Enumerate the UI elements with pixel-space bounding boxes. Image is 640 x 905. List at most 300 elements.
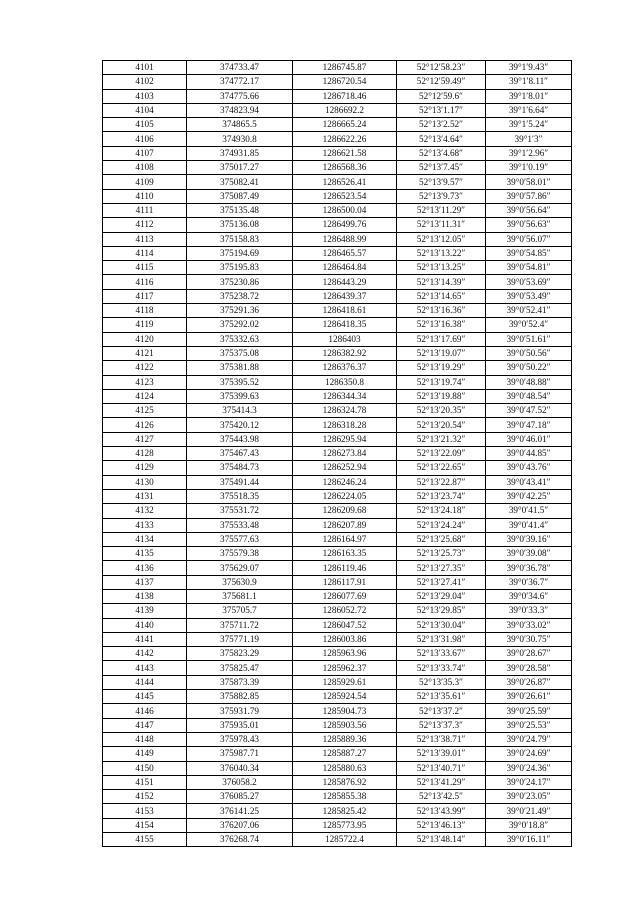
latitude-cell: 52°13′20.54″ (397, 418, 486, 432)
point-number-cell: 4140 (103, 618, 187, 632)
table-row (103, 661, 572, 675)
y-coordinate-cell: 1286295.94 (293, 432, 397, 446)
table-row (103, 547, 572, 561)
y-coordinate-cell: 1286163.35 (293, 547, 397, 561)
y-coordinate-cell: 1286324.78 (293, 404, 397, 418)
table-row (103, 318, 572, 332)
table-row (103, 818, 572, 832)
y-coordinate-cell: 1286665.24 (293, 118, 397, 132)
y-coordinate-cell: 1286003.86 (293, 632, 397, 646)
point-number-cell: 4113 (103, 232, 187, 246)
y-coordinate-cell: 1286418.61 (293, 304, 397, 318)
y-coordinate-cell: 1286464.84 (293, 261, 397, 275)
latitude-cell: 52°13′30.04″ (397, 618, 486, 632)
table-row (103, 346, 572, 360)
latitude-cell: 52°13′25.73″ (397, 547, 486, 561)
x-coordinate-cell: 375931.79 (187, 704, 293, 718)
y-coordinate-cell: 1285825.42 (293, 804, 397, 818)
x-coordinate-cell: 375291.36 (187, 304, 293, 318)
point-number-cell: 4137 (103, 575, 187, 589)
latitude-cell: 52°13′27.41″ (397, 575, 486, 589)
latitude-cell: 52°13′27.35″ (397, 561, 486, 575)
x-coordinate-cell: 375395.52 (187, 375, 293, 389)
x-coordinate-cell: 376268.74 (187, 833, 293, 847)
point-number-cell: 4128 (103, 447, 187, 461)
table-row (103, 804, 572, 818)
latitude-cell: 52°13′21.32″ (397, 432, 486, 446)
table-row (103, 389, 572, 403)
point-number-cell: 4120 (103, 332, 187, 346)
y-coordinate-cell: 1286403 (293, 332, 397, 346)
latitude-cell: 52°13′41.29″ (397, 775, 486, 789)
longitude-cell: 39°0′48.88″ (486, 375, 572, 389)
latitude-cell: 52°13′22.87″ (397, 475, 486, 489)
point-number-cell: 4142 (103, 647, 187, 661)
table-row (103, 675, 572, 689)
longitude-cell: 39°0′54.81″ (486, 261, 572, 275)
latitude-cell: 52°13′4.68″ (397, 146, 486, 160)
table-row (103, 418, 572, 432)
latitude-cell: 52°13′33.67″ (397, 647, 486, 661)
x-coordinate-cell: 375332.63 (187, 332, 293, 346)
table-row (103, 375, 572, 389)
latitude-cell: 52°13′4.64″ (397, 132, 486, 146)
y-coordinate-cell: 1286207.89 (293, 518, 397, 532)
table-row (103, 118, 572, 132)
latitude-cell: 52°13′9.73″ (397, 189, 486, 203)
x-coordinate-cell: 375414.3 (187, 404, 293, 418)
longitude-cell: 39°0′23.05″ (486, 790, 572, 804)
point-number-cell: 4146 (103, 704, 187, 718)
x-coordinate-cell: 375825.47 (187, 661, 293, 675)
table-row (103, 489, 572, 503)
y-coordinate-cell: 1285962.37 (293, 661, 397, 675)
latitude-cell: 52°13′35.61″ (397, 690, 486, 704)
y-coordinate-cell: 1286439.37 (293, 289, 397, 303)
x-coordinate-cell: 375823.29 (187, 647, 293, 661)
x-coordinate-cell: 376085.27 (187, 790, 293, 804)
y-coordinate-cell: 1286621.58 (293, 146, 397, 160)
y-coordinate-cell: 1286318.28 (293, 418, 397, 432)
x-coordinate-cell: 375630.9 (187, 575, 293, 589)
latitude-cell: 52°13′23.74″ (397, 489, 486, 503)
table-row (103, 275, 572, 289)
table-row (103, 775, 572, 789)
y-coordinate-cell: 1285722.4 (293, 833, 397, 847)
point-number-cell: 4130 (103, 475, 187, 489)
x-coordinate-cell: 376141.25 (187, 804, 293, 818)
latitude-cell: 52°13′16.36″ (397, 304, 486, 318)
y-coordinate-cell: 1286350.8 (293, 375, 397, 389)
y-coordinate-cell: 1285880.63 (293, 761, 397, 775)
y-coordinate-cell: 1285904.73 (293, 704, 397, 718)
longitude-cell: 39°0′24.69″ (486, 747, 572, 761)
x-coordinate-cell: 375705.7 (187, 604, 293, 618)
longitude-cell: 39°0′53.69″ (486, 275, 572, 289)
y-coordinate-cell: 1285876.92 (293, 775, 397, 789)
table-row (103, 632, 572, 646)
table-row (103, 833, 572, 847)
y-coordinate-cell: 1286443.29 (293, 275, 397, 289)
point-number-cell: 4115 (103, 261, 187, 275)
x-coordinate-cell: 376040.34 (187, 761, 293, 775)
table-row (103, 447, 572, 461)
longitude-cell: 39°0′47.52″ (486, 404, 572, 418)
latitude-cell: 52°13′25.68″ (397, 532, 486, 546)
point-number-cell: 4154 (103, 818, 187, 832)
point-number-cell: 4138 (103, 589, 187, 603)
latitude-cell: 52°13′19.74″ (397, 375, 486, 389)
x-coordinate-cell: 374772.17 (187, 75, 293, 89)
point-number-cell: 4151 (103, 775, 187, 789)
longitude-cell: 39°0′56.64″ (486, 203, 572, 217)
point-number-cell: 4108 (103, 161, 187, 175)
table-row (103, 261, 572, 275)
point-number-cell: 4145 (103, 690, 187, 704)
table-row (103, 203, 572, 217)
x-coordinate-cell: 374931.85 (187, 146, 293, 160)
latitude-cell: 52°13′24.18″ (397, 504, 486, 518)
table-row (103, 304, 572, 318)
longitude-cell: 39°0′52.41″ (486, 304, 572, 318)
point-number-cell: 4132 (103, 504, 187, 518)
y-coordinate-cell: 1286418.35 (293, 318, 397, 332)
longitude-cell: 39°0′34.6″ (486, 589, 572, 603)
x-coordinate-cell: 376207.06 (187, 818, 293, 832)
x-coordinate-cell: 375017.27 (187, 161, 293, 175)
latitude-cell: 52°13′37.2″ (397, 704, 486, 718)
longitude-cell: 39°0′30.75″ (486, 632, 572, 646)
y-coordinate-cell: 1285855.38 (293, 790, 397, 804)
point-number-cell: 4102 (103, 75, 187, 89)
longitude-cell: 39°0′25.53″ (486, 718, 572, 732)
x-coordinate-cell: 374823.94 (187, 103, 293, 117)
y-coordinate-cell: 1286465.57 (293, 246, 397, 260)
point-number-cell: 4155 (103, 833, 187, 847)
latitude-cell: 52°13′35.3″ (397, 675, 486, 689)
longitude-cell: 39°1′9.43″ (486, 61, 572, 75)
y-coordinate-cell: 1286745.87 (293, 61, 397, 75)
x-coordinate-cell: 375375.08 (187, 346, 293, 360)
longitude-cell: 39°1′8.01″ (486, 89, 572, 103)
table-row (103, 475, 572, 489)
longitude-cell: 39°0′47.18″ (486, 418, 572, 432)
table-row (103, 718, 572, 732)
latitude-cell: 52°13′14.65″ (397, 289, 486, 303)
point-number-cell: 4147 (103, 718, 187, 732)
y-coordinate-cell: 1286568.36 (293, 161, 397, 175)
point-number-cell: 4111 (103, 203, 187, 217)
point-number-cell: 4103 (103, 89, 187, 103)
x-coordinate-cell: 375711.72 (187, 618, 293, 632)
table-row (103, 589, 572, 603)
x-coordinate-cell: 375420.12 (187, 418, 293, 432)
x-coordinate-cell: 375531.72 (187, 504, 293, 518)
table-row (103, 175, 572, 189)
table-row (103, 132, 572, 146)
table-row (103, 232, 572, 246)
x-coordinate-cell: 375230.86 (187, 275, 293, 289)
latitude-cell: 52°13′9.57″ (397, 175, 486, 189)
latitude-cell: 52°13′17.69″ (397, 332, 486, 346)
x-coordinate-cell: 375681.1 (187, 589, 293, 603)
y-coordinate-cell: 1285773.95 (293, 818, 397, 832)
y-coordinate-cell: 1286273.84 (293, 447, 397, 461)
x-coordinate-cell: 375579.38 (187, 547, 293, 561)
point-number-cell: 4119 (103, 318, 187, 332)
longitude-cell: 39°1′0.19″ (486, 161, 572, 175)
coordinates-table (102, 60, 572, 847)
point-number-cell: 4122 (103, 361, 187, 375)
latitude-cell: 52°13′39.01″ (397, 747, 486, 761)
latitude-cell: 52°13′42.5″ (397, 790, 486, 804)
latitude-cell: 52°12′58.23″ (397, 61, 486, 75)
latitude-cell: 52°13′19.07″ (397, 346, 486, 360)
longitude-cell: 39°0′36.7″ (486, 575, 572, 589)
point-number-cell: 4104 (103, 103, 187, 117)
x-coordinate-cell: 375399.63 (187, 389, 293, 403)
longitude-cell: 39°1′6.64″ (486, 103, 572, 117)
x-coordinate-cell: 374865.5 (187, 118, 293, 132)
latitude-cell: 52°13′11.29″ (397, 203, 486, 217)
longitude-cell: 39°0′33.3″ (486, 604, 572, 618)
latitude-cell: 52°13′13.22″ (397, 246, 486, 260)
table-row (103, 103, 572, 117)
x-coordinate-cell: 375136.08 (187, 218, 293, 232)
latitude-cell: 52°13′11.31″ (397, 218, 486, 232)
longitude-cell: 39°0′28.58″ (486, 661, 572, 675)
point-number-cell: 4144 (103, 675, 187, 689)
y-coordinate-cell: 1286117.91 (293, 575, 397, 589)
x-coordinate-cell: 375629.07 (187, 561, 293, 575)
y-coordinate-cell: 1286252.94 (293, 461, 397, 475)
table-row (103, 146, 572, 160)
latitude-cell: 52°13′37.3″ (397, 718, 486, 732)
table-row (103, 189, 572, 203)
point-number-cell: 4131 (103, 489, 187, 503)
longitude-cell: 39°0′44.85″ (486, 447, 572, 461)
y-coordinate-cell: 1286224.05 (293, 489, 397, 503)
latitude-cell: 52°13′48.14″ (397, 833, 486, 847)
latitude-cell: 52°13′16.38″ (397, 318, 486, 332)
latitude-cell: 52°13′43.99″ (397, 804, 486, 818)
latitude-cell: 52°13′7.45″ (397, 161, 486, 175)
y-coordinate-cell: 1286499.76 (293, 218, 397, 232)
longitude-cell: 39°0′39.16″ (486, 532, 572, 546)
longitude-cell: 39°0′33.02″ (486, 618, 572, 632)
x-coordinate-cell: 375577.63 (187, 532, 293, 546)
longitude-cell: 39°0′25.59″ (486, 704, 572, 718)
y-coordinate-cell: 1285963.96 (293, 647, 397, 661)
table-row (103, 246, 572, 260)
table-row (103, 518, 572, 532)
point-number-cell: 4143 (103, 661, 187, 675)
latitude-cell: 52°13′40.71″ (397, 761, 486, 775)
point-number-cell: 4117 (103, 289, 187, 303)
x-coordinate-cell: 375484.73 (187, 461, 293, 475)
longitude-cell: 39°0′56.07″ (486, 232, 572, 246)
table-row (103, 218, 572, 232)
y-coordinate-cell: 1286720.54 (293, 75, 397, 89)
latitude-cell: 52°13′2.52″ (397, 118, 486, 132)
latitude-cell: 52°13′20.35″ (397, 404, 486, 418)
longitude-cell: 39°0′16.11″ (486, 833, 572, 847)
x-coordinate-cell: 375082.41 (187, 175, 293, 189)
y-coordinate-cell: 1286718.46 (293, 89, 397, 103)
latitude-cell: 52°12′59.6″ (397, 89, 486, 103)
longitude-cell: 39°0′24.79″ (486, 732, 572, 746)
point-number-cell: 4118 (103, 304, 187, 318)
latitude-cell: 52°13′29.85″ (397, 604, 486, 618)
point-number-cell: 4129 (103, 461, 187, 475)
table-row (103, 61, 572, 75)
x-coordinate-cell: 375087.49 (187, 189, 293, 203)
point-number-cell: 4107 (103, 146, 187, 160)
x-coordinate-cell: 375935.01 (187, 718, 293, 732)
point-number-cell: 4135 (103, 547, 187, 561)
longitude-cell: 39°0′46.01″ (486, 432, 572, 446)
x-coordinate-cell: 375158.83 (187, 232, 293, 246)
latitude-cell: 52°13′1.17″ (397, 103, 486, 117)
y-coordinate-cell: 1286692.2 (293, 103, 397, 117)
latitude-cell: 52°13′29.04″ (397, 589, 486, 603)
longitude-cell: 39°0′26.87″ (486, 675, 572, 689)
longitude-cell: 39°0′41.5″ (486, 504, 572, 518)
y-coordinate-cell: 1286382.92 (293, 346, 397, 360)
x-coordinate-cell: 375292.02 (187, 318, 293, 332)
point-number-cell: 4127 (103, 432, 187, 446)
y-coordinate-cell: 1285929.61 (293, 675, 397, 689)
y-coordinate-cell: 1286047.52 (293, 618, 397, 632)
table-row (103, 161, 572, 175)
longitude-cell: 39°0′28.67″ (486, 647, 572, 661)
table-row (103, 790, 572, 804)
point-number-cell: 4105 (103, 118, 187, 132)
latitude-cell: 52°13′38.71″ (397, 732, 486, 746)
longitude-cell: 39°1′2.96″ (486, 146, 572, 160)
x-coordinate-cell: 374775.66 (187, 89, 293, 103)
point-number-cell: 4121 (103, 346, 187, 360)
table-row (103, 747, 572, 761)
point-number-cell: 4149 (103, 747, 187, 761)
point-number-cell: 4152 (103, 790, 187, 804)
longitude-cell: 39°0′54.85″ (486, 246, 572, 260)
table-row (103, 761, 572, 775)
x-coordinate-cell: 375381.88 (187, 361, 293, 375)
table-row (103, 532, 572, 546)
table-row (103, 504, 572, 518)
y-coordinate-cell: 1286119.46 (293, 561, 397, 575)
x-coordinate-cell: 375443.98 (187, 432, 293, 446)
latitude-cell: 52°13′19.29″ (397, 361, 486, 375)
longitude-cell: 39°0′50.22″ (486, 361, 572, 375)
y-coordinate-cell: 1285903.56 (293, 718, 397, 732)
point-number-cell: 4139 (103, 604, 187, 618)
point-number-cell: 4110 (103, 189, 187, 203)
longitude-cell: 39°0′24.36″ (486, 761, 572, 775)
x-coordinate-cell: 374930.8 (187, 132, 293, 146)
point-number-cell: 4101 (103, 61, 187, 75)
table-row (103, 732, 572, 746)
point-number-cell: 4114 (103, 246, 187, 260)
y-coordinate-cell: 1285924.54 (293, 690, 397, 704)
point-number-cell: 4153 (103, 804, 187, 818)
x-coordinate-cell: 375194.69 (187, 246, 293, 260)
point-number-cell: 4123 (103, 375, 187, 389)
point-number-cell: 4125 (103, 404, 187, 418)
y-coordinate-cell: 1286164.97 (293, 532, 397, 546)
point-number-cell: 4126 (103, 418, 187, 432)
point-number-cell: 4134 (103, 532, 187, 546)
y-coordinate-cell: 1286500.04 (293, 203, 397, 217)
x-coordinate-cell: 375533.48 (187, 518, 293, 532)
x-coordinate-cell: 375873.39 (187, 675, 293, 689)
table-row (103, 75, 572, 89)
table-row (103, 332, 572, 346)
latitude-cell: 52°13′22.09″ (397, 447, 486, 461)
y-coordinate-cell: 1286052.72 (293, 604, 397, 618)
point-number-cell: 4148 (103, 732, 187, 746)
longitude-cell: 39°0′58.01″ (486, 175, 572, 189)
longitude-cell: 39°0′36.78″ (486, 561, 572, 575)
longitude-cell: 39°0′52.4″ (486, 318, 572, 332)
x-coordinate-cell: 375491.44 (187, 475, 293, 489)
y-coordinate-cell: 1286209.68 (293, 504, 397, 518)
table-row (103, 461, 572, 475)
x-coordinate-cell: 375978.43 (187, 732, 293, 746)
table-row (103, 647, 572, 661)
longitude-cell: 39°0′18.8″ (486, 818, 572, 832)
longitude-cell: 39°0′21.49″ (486, 804, 572, 818)
table-row (103, 690, 572, 704)
x-coordinate-cell: 375238.72 (187, 289, 293, 303)
x-coordinate-cell: 374733.47 (187, 61, 293, 75)
longitude-cell: 39°0′26.61″ (486, 690, 572, 704)
point-number-cell: 4109 (103, 175, 187, 189)
x-coordinate-cell: 375987.71 (187, 747, 293, 761)
table-row (103, 604, 572, 618)
point-number-cell: 4136 (103, 561, 187, 575)
y-coordinate-cell: 1286622.26 (293, 132, 397, 146)
x-coordinate-cell: 375518.35 (187, 489, 293, 503)
table-row (103, 361, 572, 375)
longitude-cell: 39°0′43.76″ (486, 461, 572, 475)
longitude-cell: 39°0′48.54″ (486, 389, 572, 403)
x-coordinate-cell: 375882.85 (187, 690, 293, 704)
latitude-cell: 52°13′46.13″ (397, 818, 486, 832)
table-row (103, 618, 572, 632)
longitude-cell: 39°0′56.63″ (486, 218, 572, 232)
table-row (103, 89, 572, 103)
point-number-cell: 4112 (103, 218, 187, 232)
longitude-cell: 39°0′41.4″ (486, 518, 572, 532)
table-row (103, 404, 572, 418)
y-coordinate-cell: 1286523.54 (293, 189, 397, 203)
point-number-cell: 4150 (103, 761, 187, 775)
table-row (103, 289, 572, 303)
latitude-cell: 52°13′14.39″ (397, 275, 486, 289)
point-number-cell: 4124 (103, 389, 187, 403)
longitude-cell: 39°0′42.25″ (486, 489, 572, 503)
y-coordinate-cell: 1286344.34 (293, 389, 397, 403)
x-coordinate-cell: 375771.19 (187, 632, 293, 646)
longitude-cell: 39°0′39.08″ (486, 547, 572, 561)
longitude-cell: 39°0′51.61″ (486, 332, 572, 346)
longitude-cell: 39°0′57.86″ (486, 189, 572, 203)
longitude-cell: 39°0′43.41″ (486, 475, 572, 489)
x-coordinate-cell: 375135.48 (187, 203, 293, 217)
y-coordinate-cell: 1286488.99 (293, 232, 397, 246)
